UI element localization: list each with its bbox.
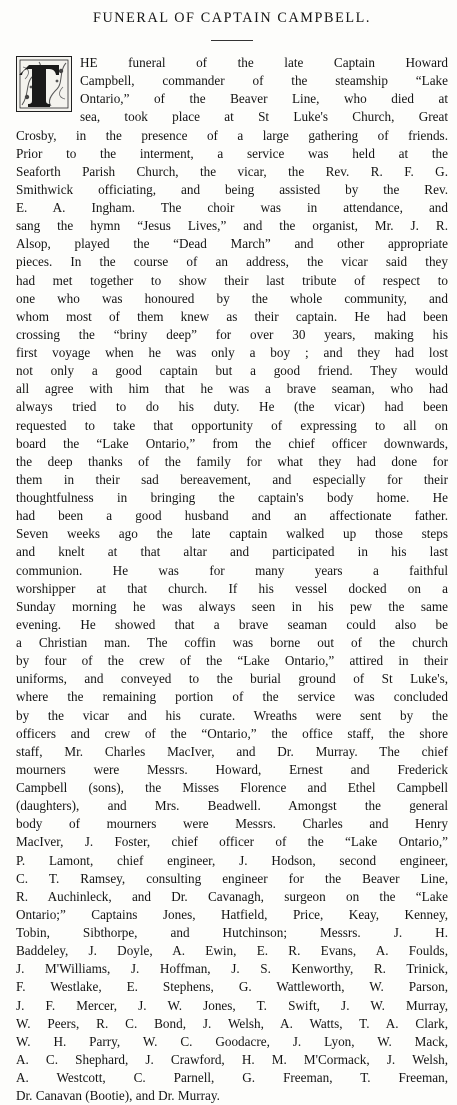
article-line: communion. He was for many years a faithful [16, 562, 448, 578]
article-line: A. C. Shephard, J. Crawford, H. M. M'Cormack, J. Welsh, [16, 1051, 448, 1067]
article-line: MacIver, J. Foster, chief officer of the “Lake Ontario,” [16, 834, 448, 850]
article-line: Seven weeks ago the late captain walked up those steps [16, 526, 448, 542]
article-line: pieces. In the course of an address, the vicar said they [16, 254, 448, 270]
article-line: Baddeley, J. Doyle, A. Ewin, E. R. Evans, A. Foulds, [16, 943, 448, 959]
article-line: one who was honoured by the whole community, and [16, 290, 448, 306]
article-line: J. M'Williams, J. Hoffman, J. S. Kenworthy, R. Trinick, [16, 961, 448, 977]
article-line: Sunday morning he was always seen in his pew the same [16, 598, 448, 614]
article-line: crossing the “briny deep” for over 30 years, making his [16, 326, 448, 342]
article-line: HE funeral of the late Captain Howard [80, 55, 448, 70]
article-line: mourners were Messrs. Howard, Ernest and Frederick [16, 761, 448, 777]
article-line: W. H. Parry, W. C. Goodacre, J. Lyon, W. Mack, [16, 1033, 448, 1049]
article-line: officers and crew of the “Ontario,” the office staff, the shore [16, 725, 448, 741]
article-line: Smithwick officiating, and being assisted by the Rev. [16, 181, 448, 197]
article-line: board the “Lake Ontario,” from the chief officer downwards, [16, 435, 448, 451]
article-line: staff, Mr. Charles MacIver, and Dr. Murray. The chief [16, 743, 448, 759]
ornamental-drop-cap-icon [16, 56, 72, 112]
article-line: F. Westlake, E. Stephens, G. Wattleworth, W. Parson, [16, 979, 448, 995]
article-line: requested to take that opportunity of expressing to all on [16, 417, 448, 433]
article-line: evening. He showed that a brave seaman could also be [16, 616, 448, 632]
headline-divider [211, 40, 253, 41]
article-line: and knelt at that altar and participated in his last [16, 544, 448, 560]
article-text [16, 54, 448, 1105]
article-line: Crosby, in the presence of a large gathering of friends. [16, 127, 448, 143]
article-line: Seaforth Parish Church, the vicar, the Rev. R. F. G. [16, 163, 448, 179]
article-line: thoughtfulness in bringing the captain's body home. He [16, 490, 448, 505]
article-body [16, 54, 448, 1105]
article-line: always tried to do his duty. He (the vicar) had been [16, 399, 448, 415]
article-line: not only a good captain but a good friend. They would [16, 363, 448, 379]
article-line: E. A. Ingham. The choir was in attendance, and [16, 200, 448, 215]
article-line: whom most of them knew as their captain. He had been [16, 308, 448, 324]
article-line: R. Auchinleck, and Dr. Cavanagh, surgeon on the “Lake [16, 888, 448, 904]
article-line: Dr. Canavan (Bootie), and Dr. Murray. [16, 1088, 220, 1104]
article-line: A. Westcott, C. Parnell, G. Freeman, T. Freeman, [16, 1070, 448, 1085]
article-line: by four of the crew of the “Lake Ontario,” attired in their [16, 653, 448, 669]
article-line: Campbell (sons), the Misses Florence and Ethel Campbell [16, 780, 448, 795]
article-line: uniforms, and conveyed to the burial ground of St Luke's, [16, 671, 448, 687]
article-line: worshipper at that church. If his vessel docked on a [16, 580, 448, 596]
article-line: had met together to show their last tribute of respect to [16, 272, 448, 288]
article-line: sea, took place at St Luke's Church, Great [80, 109, 448, 125]
article-line: Prior to the interment, a service was held at the [16, 145, 448, 161]
article-line: a Christian man. The coffin was borne out of the church [16, 635, 448, 650]
article-line: where the remaining portion of the service was concluded [16, 689, 448, 705]
article-line: first voyage when he was only a boy ; and they had lost [16, 345, 448, 360]
article-line: by the vicar and his curate. Wreaths were sent by the [16, 707, 448, 723]
article-line: J. F. Mercer, J. W. Jones, T. Swift, J. W. Murray, [16, 997, 448, 1013]
article-line: had been a good husband and an affectionate father. [16, 508, 448, 524]
article-line: W. Peers, R. C. Bond, J. Welsh, A. Watts, T. A. Clark, [16, 1015, 448, 1031]
article-line: (daughters), and Mrs. Beadwell. Amongst the general [16, 798, 448, 814]
article-line: C. T. Ramsey, consulting engineer for the Beaver Line, [16, 870, 448, 886]
article-line: Tobin, Sibthorpe, and Hutchinson; Messrs. J. H. [16, 925, 448, 940]
article-line: Ontario;” Captains Jones, Hatfield, Price, Keay, Kenney, [16, 906, 448, 922]
article-line: Ontario,” of the Beaver Line, who died at [80, 91, 448, 107]
article-line: Alsop, played the “Dead March” and other appropriate [16, 236, 448, 252]
article-line: them in their sad bereavement, and especially for their [16, 471, 448, 487]
article-line: sang the hymn “Jesus Lives,” and the organist, Mr. J. R. [16, 218, 448, 234]
article-headline: FUNERAL OF CAPTAIN CAMPBELL. [92, 10, 372, 26]
article-line: P. Lamont, chief engineer, J. Hodson, second engineer, [16, 852, 448, 868]
article-line: all agree with him that he was a brave seaman, who had [16, 381, 448, 397]
article-line: Campbell, commander of the steamship “Lake [80, 73, 448, 89]
article-line: body of mourners were Messrs. Charles and Henry [16, 816, 448, 832]
article-line: the deep thanks of the family for what they had done for [16, 453, 448, 469]
